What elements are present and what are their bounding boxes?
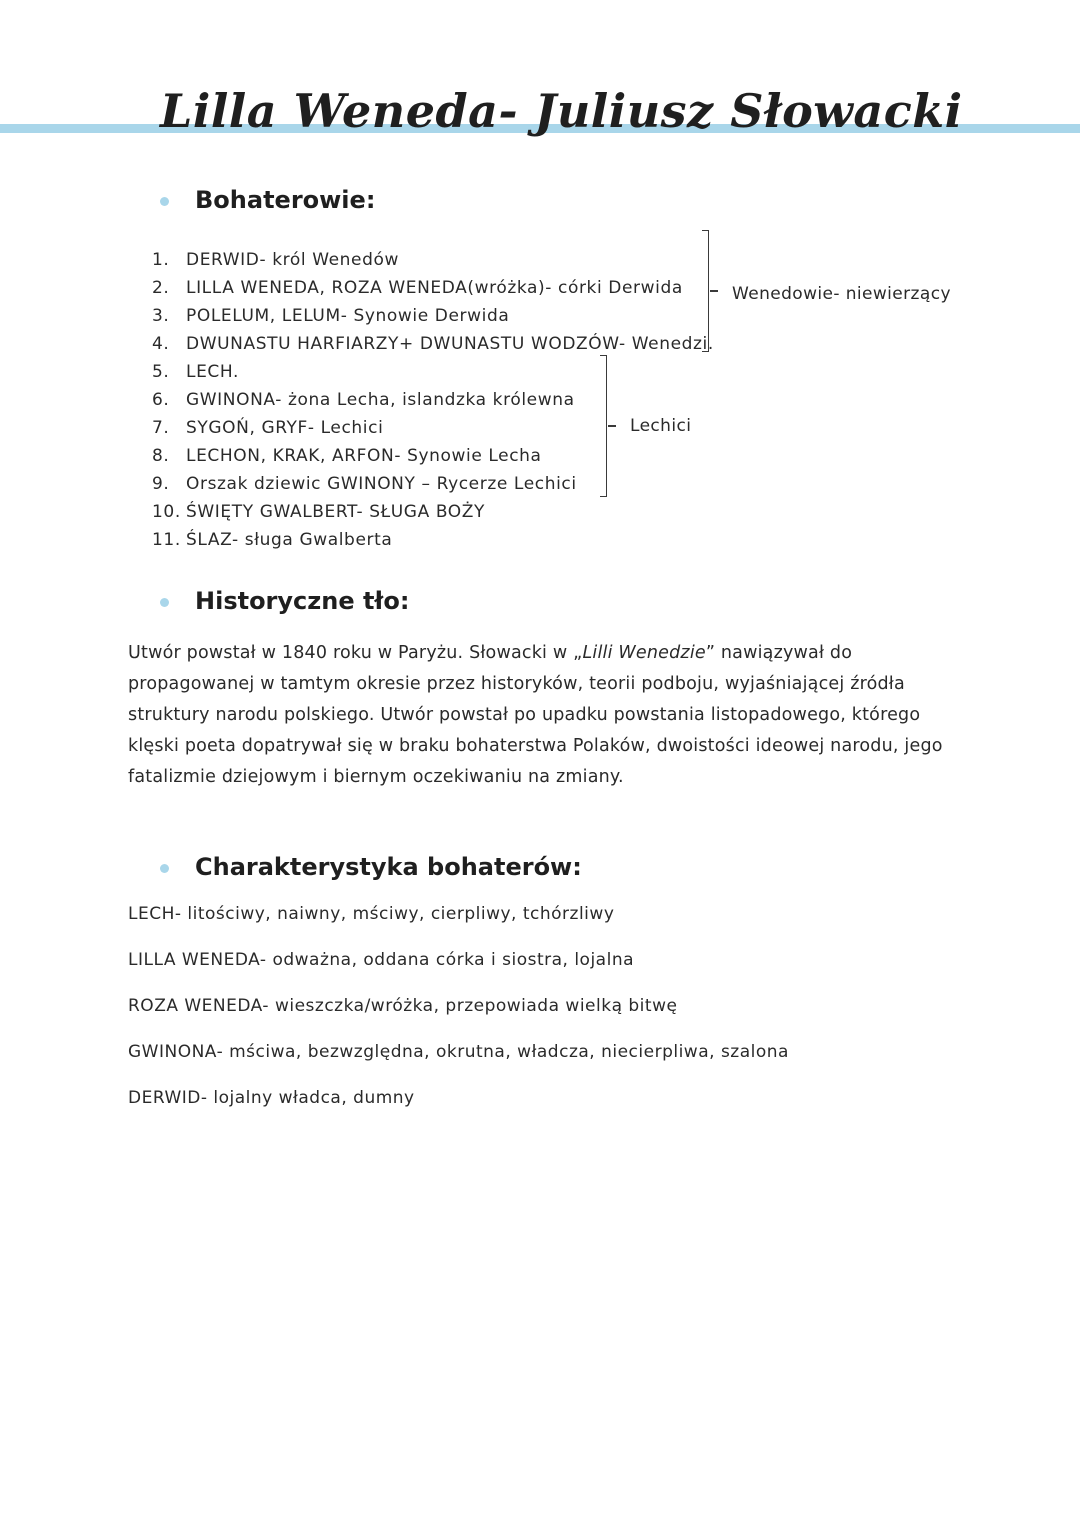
traits-list (128, 904, 789, 1134)
section-title: Bohaterowie: (195, 186, 376, 214)
group-label-lechici: Lechici (630, 416, 692, 436)
list-item: 8. LECHON, KRAK, ARFON- Synowie Lecha (152, 446, 542, 466)
list-item: 6. GWINONA- żona Lecha, islandzka królewna (152, 390, 575, 410)
list-item: DERWID- lojalny władca, dumny (128, 1088, 415, 1108)
list-item: 5. LECH. (152, 362, 239, 382)
list-item: 1. DERWID- król Wenedów (152, 250, 399, 270)
bracket-tick (608, 425, 616, 427)
section-title: Historyczne tło: (195, 587, 410, 615)
bracket-lechici (600, 355, 607, 497)
bullet-icon (160, 598, 169, 607)
list-item: GWINONA- mściwa, bezwzględna, okrutna, władcza, niecierpliwa, szalona (128, 1042, 789, 1062)
list-item: 9. Orszak dziewic GWINONY – Rycerze Lechici (152, 474, 577, 494)
list-item: LECH- litościwy, naiwny, mściwy, cierpliwy, tchórzliwy (128, 904, 615, 924)
section-history-heading (160, 587, 409, 615)
section-title: Charakterystyka bohaterów: (195, 853, 582, 881)
characters-list (152, 246, 714, 554)
history-paragraph: Utwór powstał w 1840 roku w Paryżu. Słowacki w „Lilli Wenedzie” nawiązywał do propagowanej w tamtym okresie przez historyków, teorii podboju, wyjaśniającej źródła struktury narodu polskiego. Utwór powstał po upadku powstania listopadowego, którego klęski poeta dopatrywał się w braku bohaterstwa Polaków, dwoistości ideowej narodu, jego fatalizmie dziejowym i biernym oczekiwaniu na zmiany. (128, 643, 943, 787)
bullet-icon (160, 864, 169, 873)
bullet-icon (160, 197, 169, 206)
list-item: 3. POLELUM, LELUM- Synowie Derwida (152, 306, 510, 326)
group-label-wenedowie: Wenedowie- niewierzący (732, 284, 951, 304)
bracket-wenedowie (702, 230, 709, 352)
list-item: 7. SYGOŃ, GRYF- Lechici (152, 418, 384, 438)
list-item: LILLA WENEDA- odważna, oddana córka i siostra, lojalna (128, 950, 635, 970)
section-traits-heading (160, 853, 582, 881)
list-item: 11. ŚLAZ- sługa Gwalberta (152, 530, 393, 550)
page-title: Lilla Weneda- Juliusz Słowacki (160, 84, 963, 138)
list-item: 10. ŚWIĘTY GWALBERT- SŁUGA BOŻY (152, 502, 485, 522)
list-item: 4. DWUNASTU HARFIARZY+ DWUNASTU WODZÓW- Wenedzi. (152, 334, 714, 354)
section-characters-heading (160, 186, 375, 214)
list-item: 2. LILLA WENEDA, ROZA WENEDA(wróżka)- córki Derwida (152, 278, 683, 298)
list-item: ROZA WENEDA- wieszczka/wróżka, przepowiada wielką bitwę (128, 996, 678, 1016)
bracket-tick (710, 290, 718, 292)
